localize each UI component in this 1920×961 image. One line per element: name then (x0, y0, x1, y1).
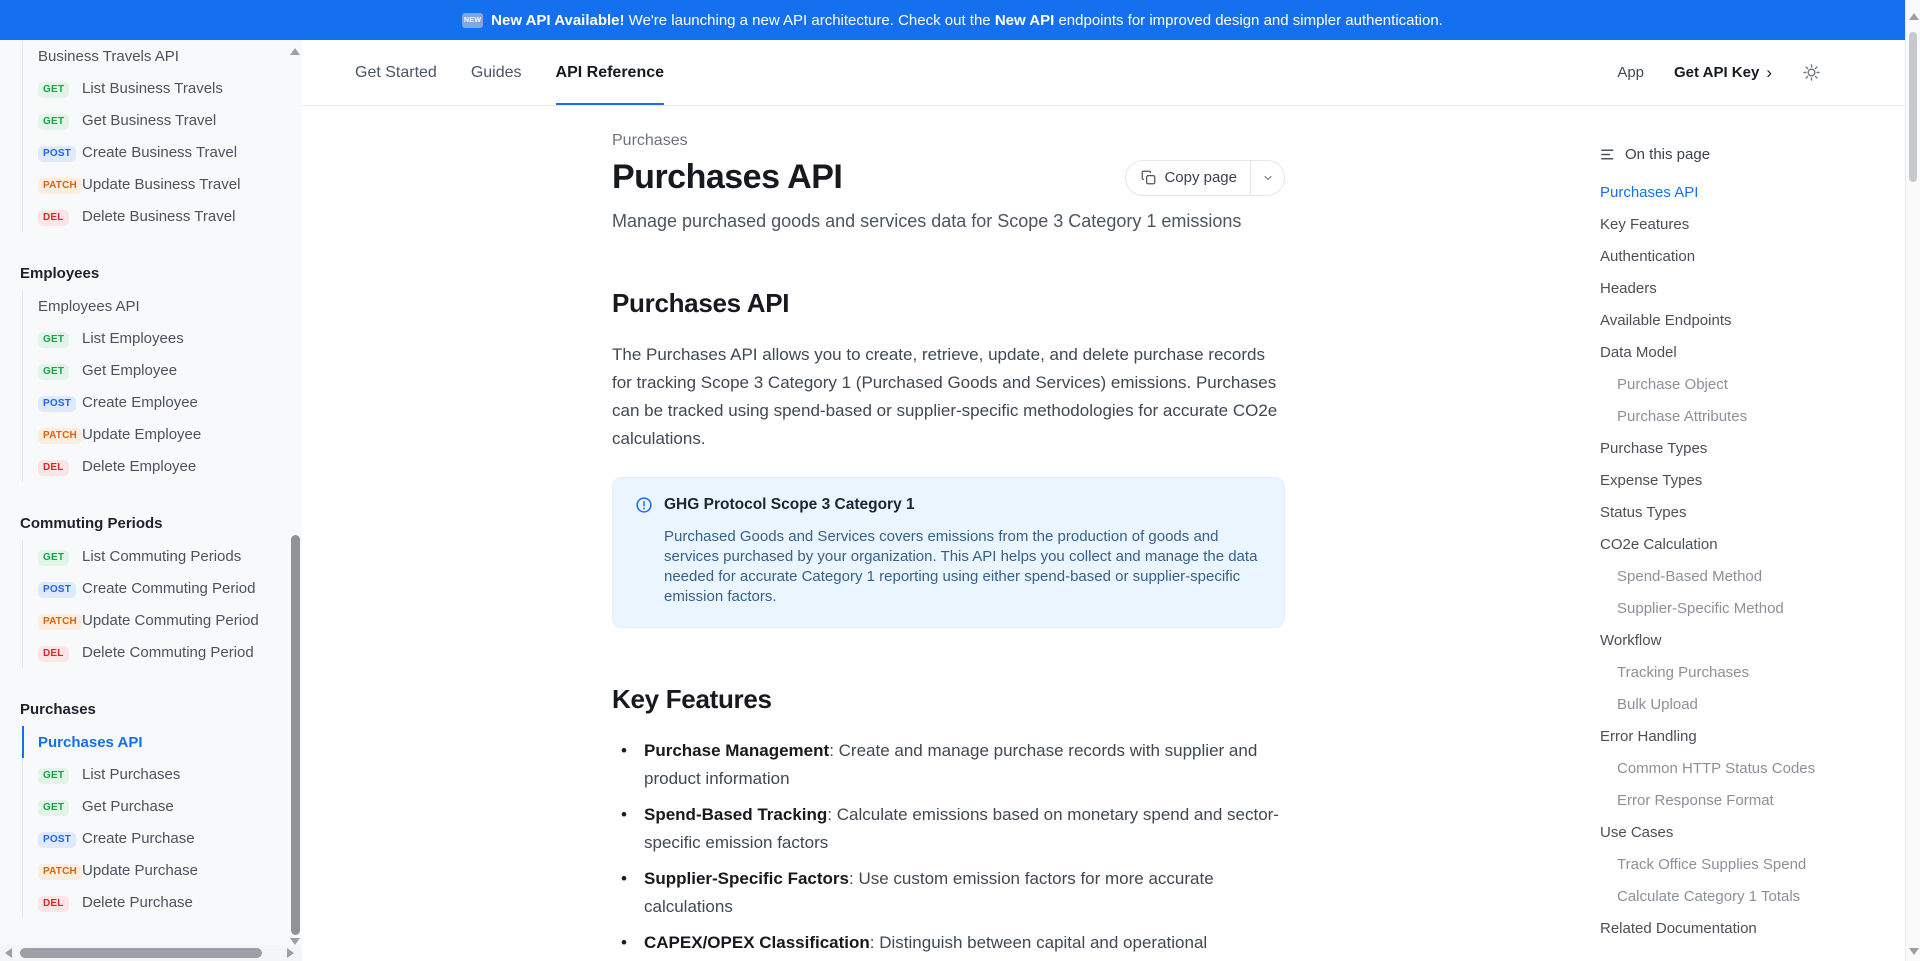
sidebar-endpoint-link[interactable] (22, 168, 286, 200)
toc-item[interactable]: Workflow (1600, 631, 1662, 649)
breadcrumb[interactable]: Purchases (612, 132, 688, 149)
toc-item[interactable]: Bulk Upload (1617, 695, 1698, 713)
endpoint-label: Update Employee (82, 425, 202, 443)
sidebar-group-link[interactable]: Employees API (22, 290, 286, 322)
sidebar-group (22, 726, 286, 918)
toc-item[interactable]: Status Types (1600, 503, 1687, 521)
sidebar-vertical-scrollbar[interactable] (289, 40, 302, 945)
info-icon (635, 496, 653, 514)
callout-title: GHG Protocol Scope 3 Category 1 (664, 496, 915, 513)
page-subtitle: Manage purchased goods and services data for Scope 3 Category 1 emissions (612, 211, 1242, 231)
toc-item[interactable]: Expense Types (1600, 471, 1703, 489)
copy-dropdown-button[interactable] (1251, 161, 1284, 195)
feature-item: • Supplier-Specific Factors: Use custom emission factors for more accurate calculations (612, 865, 1285, 921)
page-title: Purchases API (612, 158, 843, 196)
toc-item[interactable]: Authentication (1600, 247, 1696, 265)
tab-api-reference[interactable]: API Reference (556, 40, 665, 105)
endpoint-label: Update Purchase (82, 861, 198, 879)
http-method-badge: PATCH (38, 614, 82, 630)
endpoint-label: List Employees (82, 329, 184, 347)
toc-item[interactable]: Key Features (1600, 215, 1690, 233)
http-method-badge: POST (38, 582, 76, 598)
sidebar-endpoint-link[interactable] (22, 540, 286, 572)
intro-paragraph: The Purchases API allows you to create, retrieve, update, and delete purchase records for tracking Scope 3 Category 1 (Purchased Goods and Services) emissions. Purchases can be tracked using spend-based or supplier-specific methodologies for accurate CO2e calculations. (612, 345, 1278, 448)
http-method-badge: GET (38, 364, 69, 380)
section-heading-key-features: Key Features (612, 684, 772, 714)
http-method-badge: POST (38, 832, 76, 848)
section-heading-purchases-api: Purchases API (612, 288, 790, 318)
endpoint-label: Update Commuting Period (82, 611, 259, 629)
announcement-banner[interactable] (0, 0, 1905, 40)
copy-page-button[interactable]: Copy page (1125, 160, 1285, 196)
endpoint-label: Delete Employee (82, 457, 197, 475)
toc-item[interactable]: Common HTTP Status Codes (1617, 759, 1816, 777)
list-icon (1600, 147, 1615, 162)
http-method-badge: PATCH (38, 178, 82, 194)
sidebar-group (22, 40, 286, 232)
scroll-up-icon[interactable] (290, 48, 300, 55)
endpoint-label: Get Employee (82, 361, 178, 379)
endpoint-label: Delete Commuting Period (82, 643, 254, 661)
toc-item[interactable]: Error Response Format (1617, 791, 1774, 809)
toc-list (1600, 176, 1850, 944)
toc-item[interactable]: Purchase Object (1617, 375, 1728, 393)
sidebar-endpoint-link[interactable] (22, 418, 286, 450)
toc-item[interactable]: Track Office Supplies Spend (1617, 855, 1807, 873)
feature-item: • CAPEX/OPEX Classification: Distinguish between capital and operational (612, 929, 1285, 957)
http-method-badge: DEL (38, 896, 69, 912)
endpoint-label: List Purchases (82, 765, 181, 783)
copy-icon (1141, 170, 1156, 185)
http-method-badge: PATCH (38, 428, 82, 444)
sidebar-endpoint-link[interactable] (22, 604, 286, 636)
toc-item[interactable]: Purchase Types (1600, 439, 1708, 457)
sidebar-endpoint-link[interactable] (22, 758, 286, 790)
scroll-right-icon[interactable] (287, 948, 294, 958)
sidebar-endpoint-link[interactable] (22, 136, 286, 168)
endpoint-label: List Business Travels (82, 79, 223, 97)
http-method-badge: POST (38, 396, 76, 412)
http-method-badge: GET (38, 82, 69, 98)
toc-item[interactable]: Purchase Attributes (1617, 407, 1748, 425)
http-method-badge: DEL (38, 210, 69, 226)
http-method-badge: PATCH (38, 864, 82, 880)
endpoint-label: Update Business Travel (82, 175, 241, 193)
page-scroll-up-icon[interactable] (1909, 13, 1919, 20)
sidebar-section-header: Purchases (20, 701, 96, 718)
sidebar-endpoint-link[interactable] (22, 572, 286, 604)
sidebar-endpoint-link[interactable] (22, 354, 286, 386)
endpoint-label: Create Commuting Period (82, 579, 256, 597)
feature-item: • Spend-Based Tracking: Calculate emissions based on monetary spend and sector-specific emission factors (612, 801, 1285, 857)
page-scrollbar-thumb[interactable] (1909, 32, 1917, 182)
get-api-key-link[interactable]: Get API Key › (1674, 63, 1772, 82)
theme-toggle-button[interactable] (1802, 63, 1821, 82)
sidebar-group-link[interactable]: Purchases API (22, 726, 286, 758)
sidebar-endpoint-link[interactable] (22, 200, 286, 232)
new-emoji-icon: NEW (462, 13, 483, 28)
toc-item[interactable]: Available Endpoints (1600, 311, 1732, 329)
toc-item[interactable]: Tracking Purchases (1617, 663, 1749, 681)
endpoint-label: Create Business Travel (82, 143, 238, 161)
sidebar (0, 40, 302, 961)
toc-item[interactable]: Supplier-Specific Method (1617, 599, 1784, 617)
sidebar-nav (20, 40, 286, 918)
http-method-badge: DEL (38, 646, 69, 662)
endpoint-label: Create Employee (82, 393, 198, 411)
http-method-badge: GET (38, 550, 69, 566)
app-link[interactable]: App (1617, 64, 1645, 81)
endpoint-label: Get Business Travel (82, 111, 217, 129)
top-navigation (302, 40, 1905, 106)
toc-item[interactable]: Headers (1600, 279, 1657, 297)
page-scrollbar[interactable] (1905, 0, 1920, 961)
http-method-badge: GET (38, 768, 69, 784)
http-method-badge: GET (38, 332, 69, 348)
sidebar-endpoint-link[interactable] (22, 386, 286, 418)
callout-body: Purchased Goods and Services covers emissions from the production of goods and services purchased by your organization. This API helps you collect and manage the data needed for accurate Category 1 reporting using either spend-based or supplier-specific emission factors. (664, 528, 1258, 605)
scroll-down-icon[interactable] (290, 938, 300, 945)
sidebar-scrollbar-thumb[interactable] (291, 535, 300, 935)
sidebar-endpoint-link[interactable] (22, 790, 286, 822)
toc-item[interactable]: Calculate Category 1 Totals (1617, 887, 1801, 905)
sidebar-endpoint-link[interactable] (22, 322, 286, 354)
endpoint-label: Delete Purchase (82, 893, 193, 911)
chevron-down-icon (1262, 172, 1274, 184)
on-this-page-toc (1600, 106, 1850, 944)
endpoint-label: Delete Business Travel (82, 207, 236, 225)
toc-title: On this page (1625, 146, 1711, 163)
page-scroll-down-icon[interactable] (1909, 948, 1919, 955)
toc-item[interactable]: Use Cases (1600, 823, 1674, 841)
endpoint-label: Create Purchase (82, 829, 195, 847)
sidebar-group-link[interactable]: Business Travels API (22, 40, 286, 72)
sidebar-endpoint-link[interactable] (22, 72, 286, 104)
banner-message: New API Available! We're launching a new API architecture. Check out the New API endpoints for improved design and simpler authentication. (491, 11, 1443, 29)
sidebar-endpoint-link[interactable] (22, 854, 286, 886)
http-method-badge: GET (38, 800, 69, 816)
sidebar-hscrollbar-thumb[interactable] (20, 948, 262, 958)
endpoint-label: Get Purchase (82, 797, 174, 815)
sun-icon (1802, 63, 1821, 82)
features-list (612, 737, 1285, 957)
main-content (612, 106, 1285, 961)
nav-tabs (355, 40, 664, 105)
sidebar-horizontal-scrollbar[interactable] (0, 945, 302, 961)
scroll-left-icon[interactable] (5, 948, 12, 958)
toc-item[interactable]: Related Documentation (1600, 919, 1757, 937)
info-callout (612, 477, 1285, 628)
sidebar-section-header: Employees (20, 265, 100, 282)
chevron-right-icon: › (1766, 63, 1772, 82)
toc-item[interactable]: Error Handling (1600, 727, 1697, 745)
http-method-badge: DEL (38, 460, 69, 476)
sidebar-endpoint-link[interactable] (22, 822, 286, 854)
sidebar-group (22, 540, 286, 668)
tab-get-started[interactable]: Get Started (355, 63, 437, 81)
toc-item[interactable]: Purchases API (1600, 183, 1699, 201)
sidebar-group (22, 290, 286, 482)
endpoint-label: List Commuting Periods (82, 547, 242, 565)
toc-item[interactable]: Spend-Based Method (1617, 567, 1763, 585)
http-method-badge: GET (38, 114, 69, 130)
tab-guides[interactable]: Guides (470, 63, 522, 81)
http-method-badge: POST (38, 146, 76, 162)
toc-item[interactable]: Data Model (1600, 343, 1677, 361)
sidebar-endpoint-link[interactable] (22, 886, 286, 918)
sidebar-endpoint-link[interactable] (22, 104, 286, 136)
sidebar-section-header: Commuting Periods (20, 515, 163, 532)
sidebar-endpoint-link[interactable] (22, 636, 286, 668)
toc-item[interactable]: CO2e Calculation (1600, 535, 1718, 553)
feature-item: • Purchase Management: Create and manage purchase records with supplier and product information (612, 737, 1285, 793)
sidebar-endpoint-link[interactable] (22, 450, 286, 482)
